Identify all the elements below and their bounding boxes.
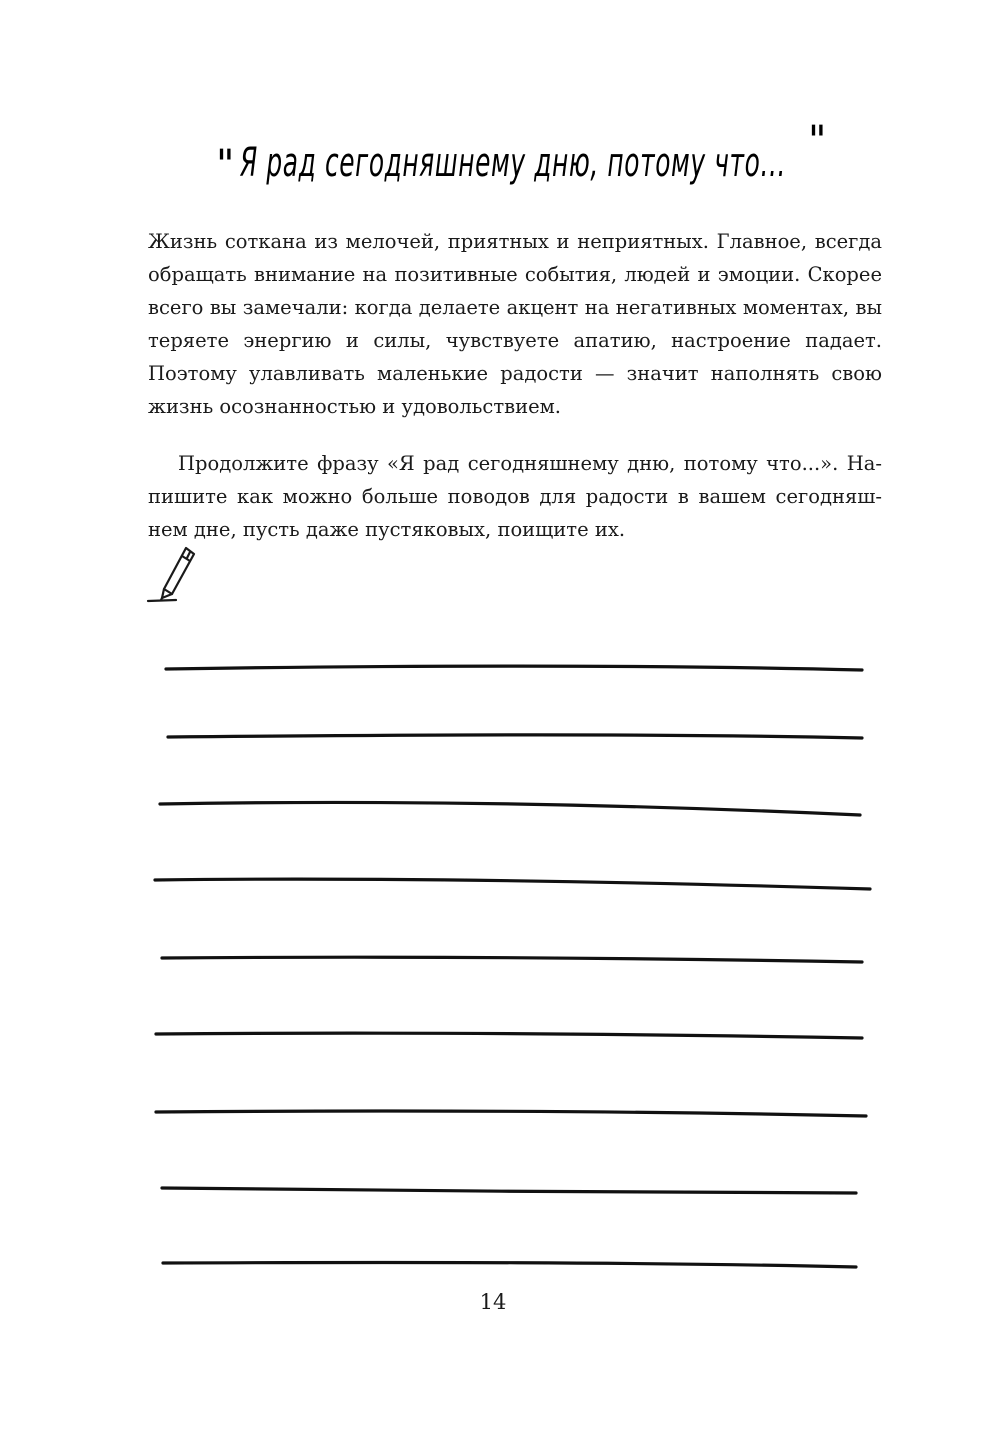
writing-line-4 — [155, 879, 870, 889]
pen-icon — [146, 542, 200, 606]
writing-line-8 — [162, 1188, 856, 1193]
writing-line-6 — [156, 1033, 862, 1038]
handwritten-title-svg — [0, 118, 986, 208]
writing-line-1 — [166, 666, 862, 670]
intro-paragraph: Жизнь соткана из мелочей, приятных и неприятных. Главное, всегда обращать внимание на позитивные события, людей и эмоции. Скорее всего вы замечали: когда делаете акцент на негативных моментах, вы теряете энергию и силы, чувствуете апатию, настроение падает. Поэтому улавливать маленькие радости — значит наполнять свою жизнь осознанностью и удовольствием. — [148, 230, 882, 418]
title-text: Я рад сегодняшнему дню, потому что... — [239, 140, 786, 186]
writing-line-9 — [163, 1262, 856, 1267]
handwritten-title — [0, 118, 986, 208]
writing-line-3 — [160, 802, 860, 815]
writing-lines[interactable] — [0, 640, 986, 1280]
writing-line-5 — [162, 957, 862, 962]
title-open-quote: " — [216, 142, 236, 188]
page-number: 14 — [479, 1290, 507, 1314]
writing-line-7 — [156, 1111, 866, 1116]
writing-line-2 — [168, 735, 862, 738]
task-paragraph: Продолжите фразу «Я рад сегодняшнему дню, потому что...». Напишите как можно больше поводов для радости в вашем сегодняшнем дне, пусть даже пустяковых, поищите их. — [148, 452, 882, 541]
title-close-quote: " — [808, 118, 828, 164]
